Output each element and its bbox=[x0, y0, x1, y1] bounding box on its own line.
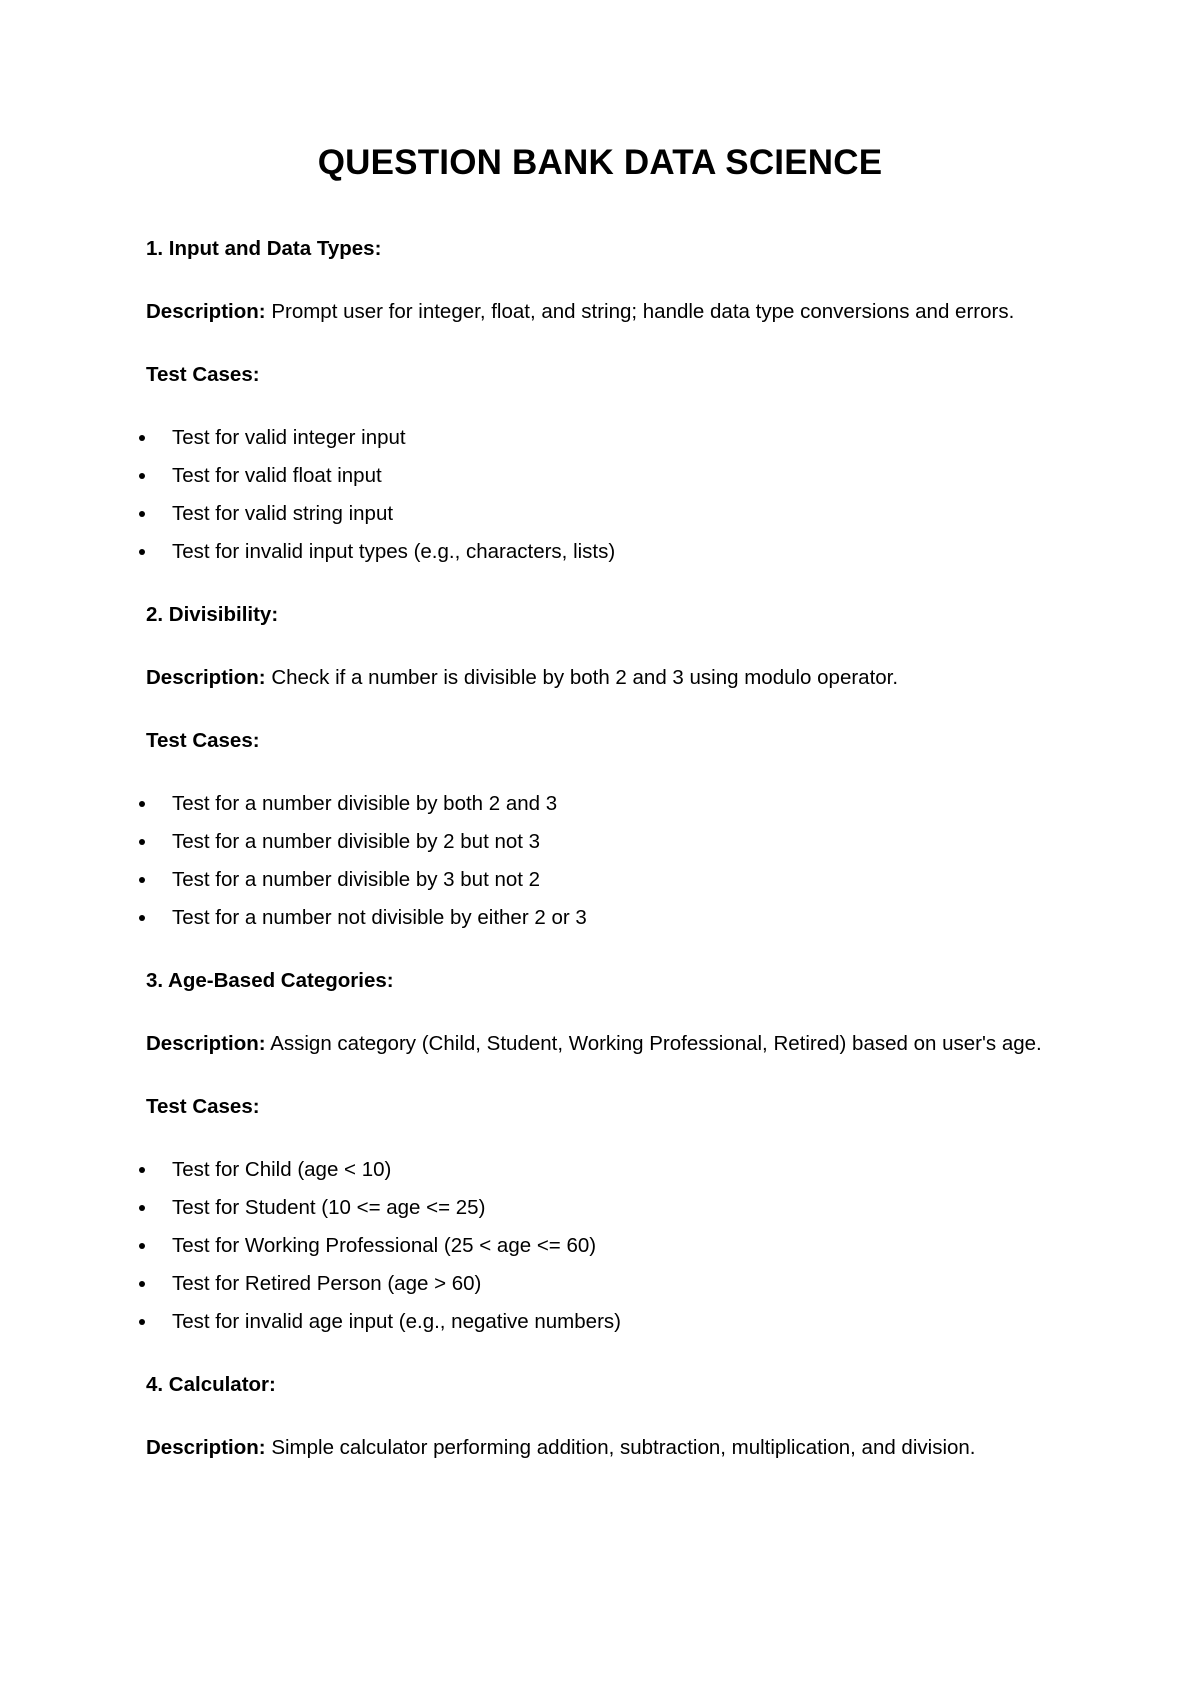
section-divisibility bbox=[146, 596, 1060, 937]
section-heading: 2. Divisibility: bbox=[146, 603, 279, 626]
test-case-text: Test for a number divisible by both 2 and 3 bbox=[172, 792, 558, 815]
description-label: Description: bbox=[146, 1436, 266, 1459]
section-description bbox=[146, 293, 1060, 331]
document-body bbox=[146, 230, 1060, 1492]
bullet-icon bbox=[139, 915, 145, 921]
test-case-text: Test for valid string input bbox=[172, 502, 394, 525]
list-item bbox=[146, 899, 1060, 937]
list-item bbox=[146, 785, 1060, 823]
section-description bbox=[146, 1429, 1060, 1467]
list-item bbox=[146, 419, 1060, 457]
description-text: Assign category (Child, Student, Working Professional, Retired) based on user's age. bbox=[270, 1032, 1042, 1055]
list-item bbox=[146, 457, 1060, 495]
test-case-text: Test for a number divisible by 2 but not 3 bbox=[172, 830, 541, 853]
bullet-icon bbox=[139, 1319, 145, 1325]
list-item bbox=[146, 823, 1060, 861]
description-text: Simple calculator performing addition, subtraction, multiplication, and division. bbox=[271, 1436, 976, 1459]
test-case-text: Test for a number not divisible by either 2 or 3 bbox=[172, 906, 587, 929]
bullet-icon bbox=[139, 1243, 145, 1249]
section-calculator bbox=[146, 1366, 1060, 1467]
section-input-and-data-types bbox=[146, 230, 1060, 571]
test-case-text: Test for Student (10 <= age <= 25) bbox=[172, 1196, 486, 1219]
test-case-text: Test for invalid age input (e.g., negative numbers) bbox=[172, 1310, 621, 1333]
list-item bbox=[146, 1189, 1060, 1227]
bullet-icon bbox=[139, 511, 145, 517]
section-description bbox=[146, 1025, 1060, 1063]
list-item bbox=[146, 495, 1060, 533]
test-case-text: Test for valid integer input bbox=[172, 426, 406, 449]
bullet-icon bbox=[139, 549, 145, 555]
bullet-icon bbox=[139, 1205, 145, 1211]
section-description bbox=[146, 659, 1060, 697]
list-item bbox=[146, 861, 1060, 899]
description-text: Prompt user for integer, float, and string; handle data type conversions and errors. bbox=[271, 300, 1015, 323]
description-label: Description: bbox=[146, 300, 266, 323]
page-title: QUESTION BANK DATA SCIENCE bbox=[317, 143, 883, 182]
description-label: Description: bbox=[146, 666, 266, 689]
test-case-text: Test for invalid input types (e.g., characters, lists) bbox=[172, 540, 616, 563]
test-cases-list bbox=[146, 419, 1060, 571]
list-item bbox=[146, 533, 1060, 571]
test-cases-list bbox=[146, 1151, 1060, 1341]
test-cases-list bbox=[146, 785, 1060, 937]
bullet-icon bbox=[139, 801, 145, 807]
bullet-icon bbox=[139, 435, 145, 441]
bullet-icon bbox=[139, 839, 145, 845]
section-heading: 3. Age-Based Categories: bbox=[146, 969, 394, 992]
description-label: Description: bbox=[146, 1032, 266, 1055]
section-heading: 4. Calculator: bbox=[146, 1373, 276, 1396]
description-text: Check if a number is divisible by both 2 and 3 using modulo operator. bbox=[271, 666, 899, 689]
section-age-based-categories bbox=[146, 962, 1060, 1341]
section-heading: 1. Input and Data Types: bbox=[146, 237, 382, 260]
test-case-text: Test for Retired Person (age > 60) bbox=[172, 1272, 482, 1295]
bullet-icon bbox=[139, 473, 145, 479]
bullet-icon bbox=[139, 1167, 145, 1173]
test-case-text: Test for Working Professional (25 < age <= 60) bbox=[172, 1234, 597, 1257]
test-case-text: Test for valid float input bbox=[172, 464, 382, 487]
bullet-icon bbox=[139, 877, 145, 883]
list-item bbox=[146, 1303, 1060, 1341]
list-item bbox=[146, 1265, 1060, 1303]
test-cases-heading: Test Cases: bbox=[146, 363, 260, 386]
test-cases-heading: Test Cases: bbox=[146, 729, 260, 752]
bullet-icon bbox=[139, 1281, 145, 1287]
list-item bbox=[146, 1227, 1060, 1265]
test-cases-heading: Test Cases: bbox=[146, 1095, 260, 1118]
test-case-text: Test for a number divisible by 3 but not 2 bbox=[172, 868, 541, 891]
test-case-text: Test for Child (age < 10) bbox=[172, 1158, 392, 1181]
list-item bbox=[146, 1151, 1060, 1189]
